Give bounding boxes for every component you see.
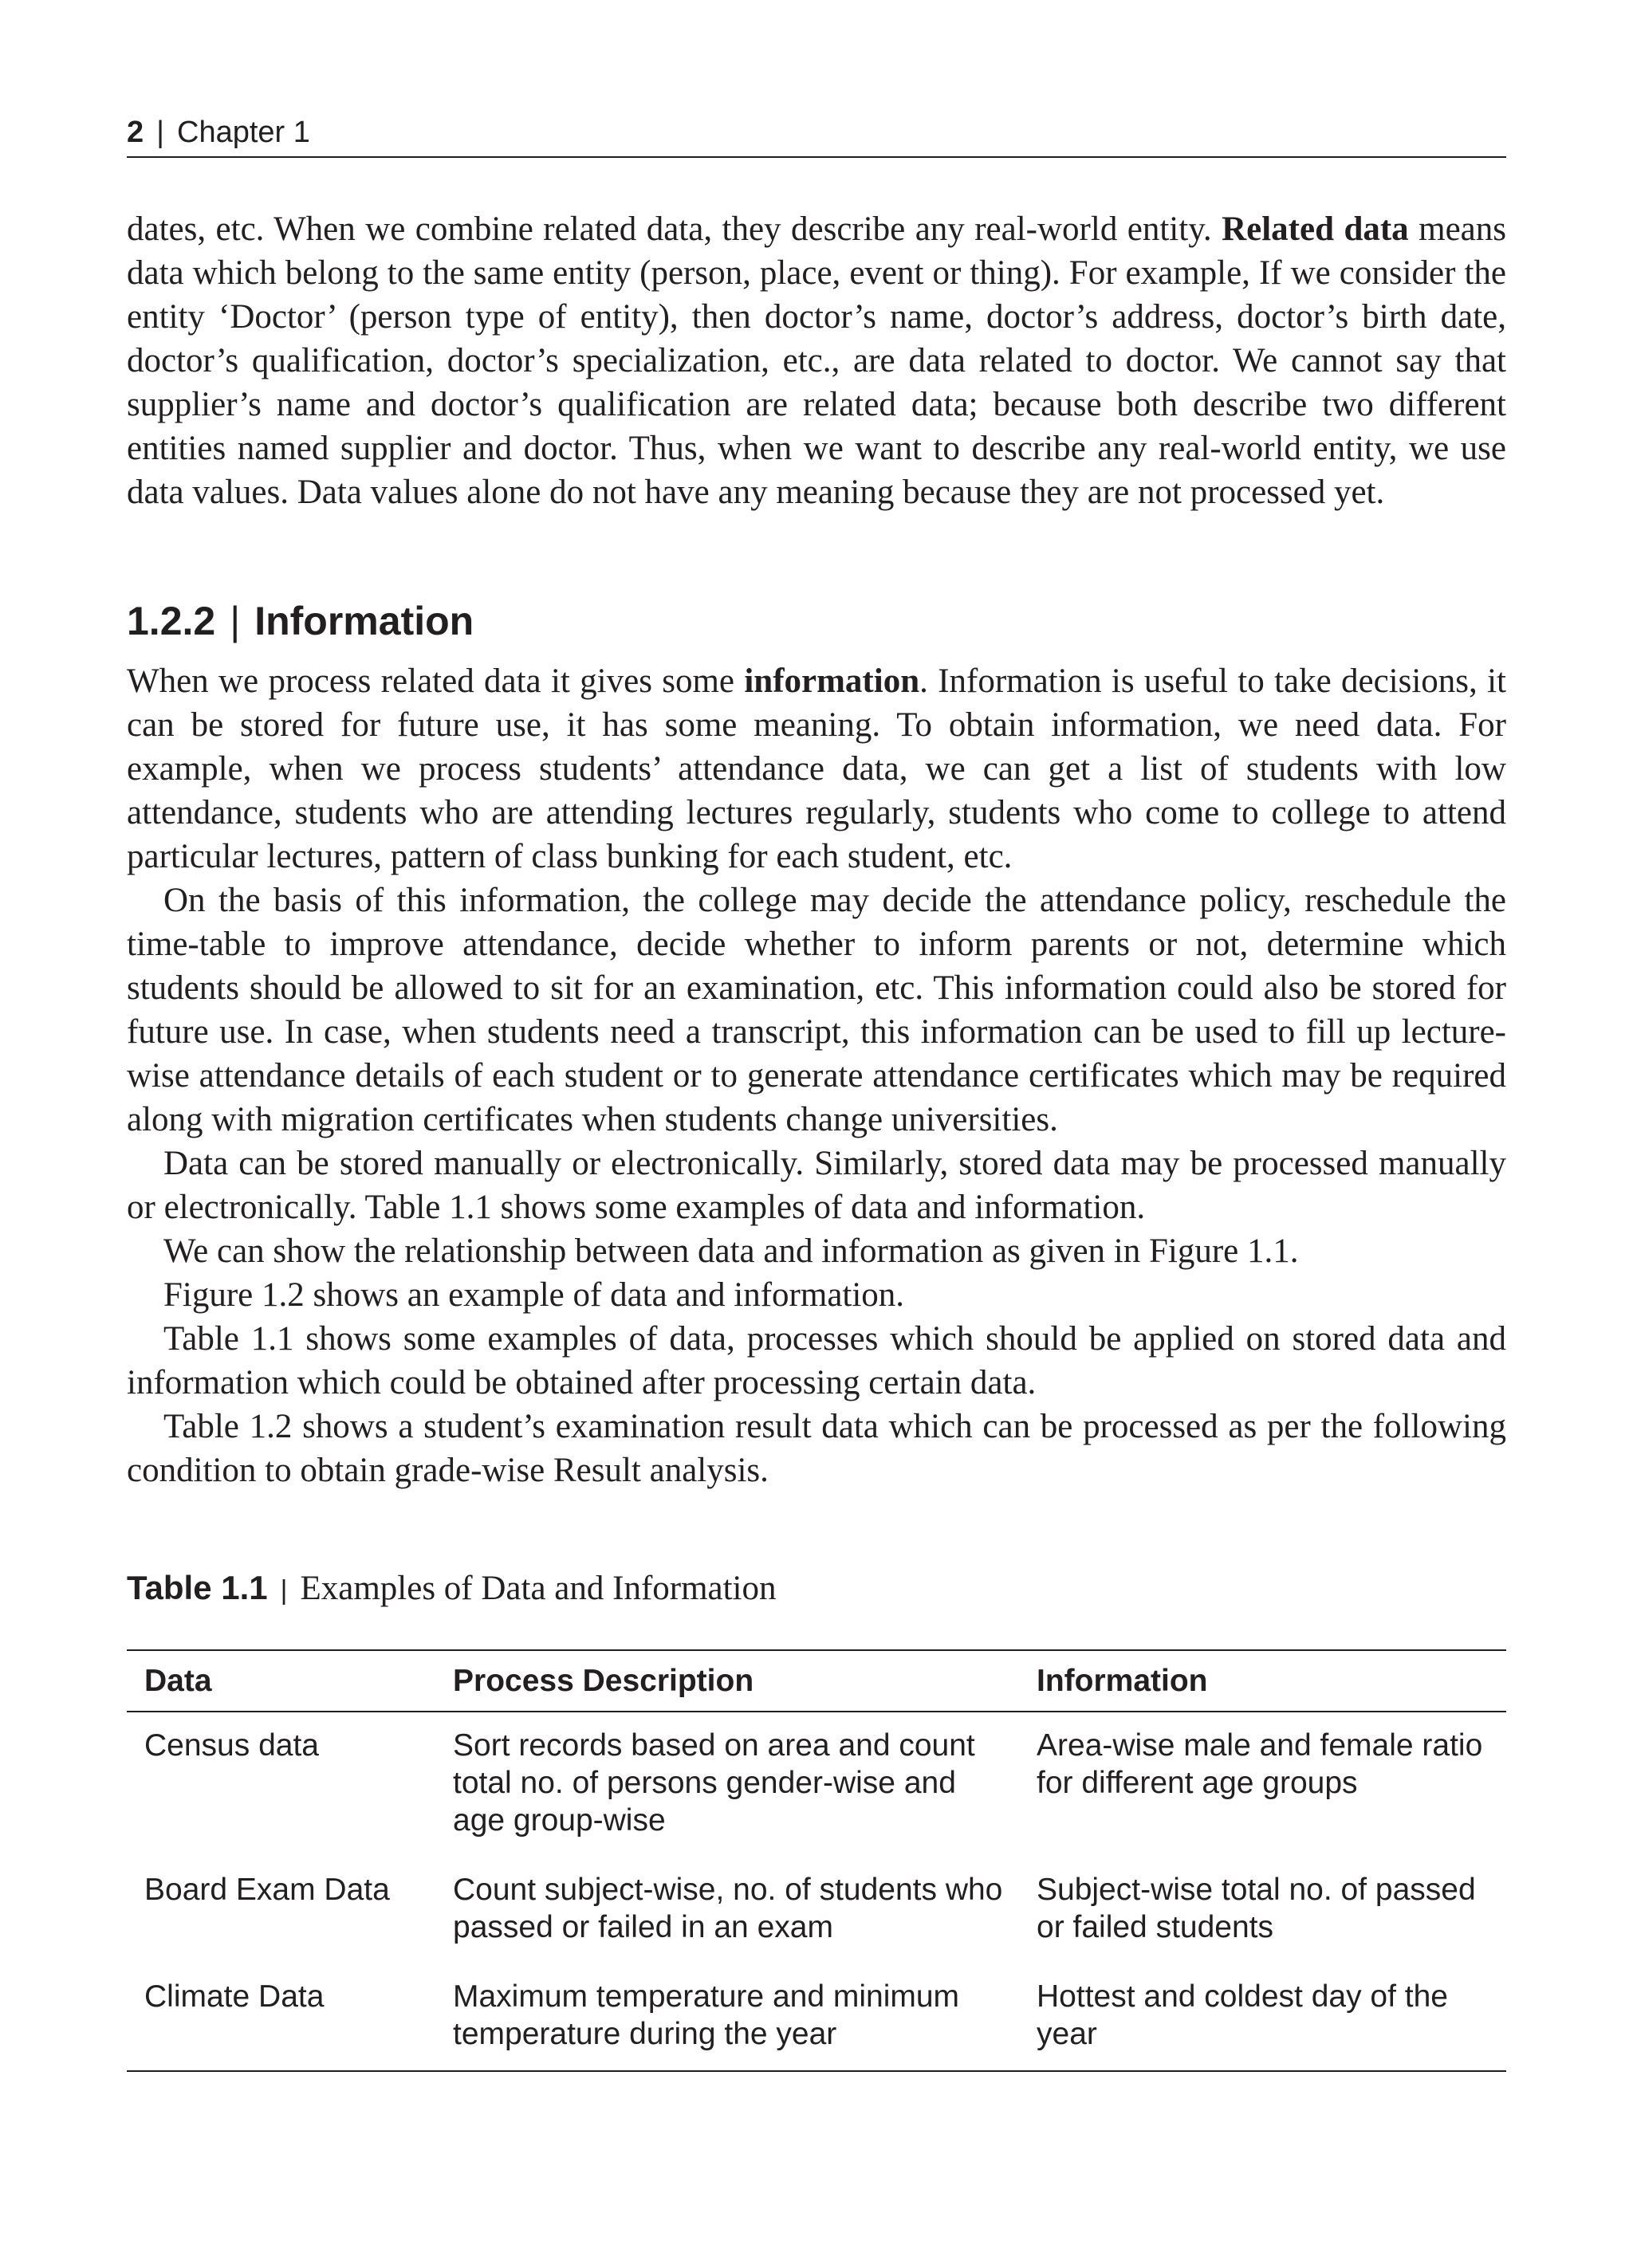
paragraph-7: Table 1.2 shows a student’s examination result data which can be processed as per the following condition to obtain grade-wise Result analysis. [127,1408,1506,1489]
paragraph-1-text-1: When we process related data it gives some [127,662,745,700]
section-separator: | [230,599,241,643]
page-number: 2 [127,116,144,149]
paragraph-6: Table 1.1 shows some examples of data, processes which should be applied on stored data and information which could be obtained after processing certain data. [127,1320,1506,1401]
intro-text-2: means data which belong to the same entity (person, place, event or thing). For example, If we consider the entity ‘Doctor’ (person type of entity), then doctor’s name, doctor’s address, doctor’s birth date, doctor’s qualification, doctor’s specialization, etc., are data related to doctor. We cannot say that supplier’s name and doctor’s qualification are related data; because both describe two different entities named supplier and doctor. Thus, when we want to describe any real-world entity, we use data values. Data values alone do not have any meaning because they are not processed yet. [127,210,1506,511]
cell-information: Area-wise male and female ratio for different age groups [1037,1728,1483,1800]
section-heading [127,597,1506,645]
paragraph-5: Figure 1.2 shows an example of data and information. [163,1276,905,1314]
cell-information: Subject-wise total no. of passed or failed students [1037,1873,1476,1944]
intro-bold-term: Related data [1222,210,1409,248]
table-caption [127,1564,1506,1614]
header-data: Data [127,1650,435,1712]
header-process-description: Process Description [435,1650,1019,1712]
cell-data: Board Exam Data [144,1873,390,1907]
paragraph-2: On the basis of this information, the college may decide the attendance policy, reschedule the time-table to improve attendance, decide whether to inform parents or not, determine which students should be allowed to sit for an examination, etc. This information could also be stored for future use. In case, when students need a transcript, this information can be used to fill up lecture-wise attendance details of each student or to generate attendance certificates which may be required along with migration certificates when students change universities. [127,882,1506,1138]
table-header-row [127,1650,1506,1712]
body-text [127,207,1506,1492]
cell-data: Census data [144,1728,319,1763]
paragraph-1-bold-term: information [744,662,920,700]
paragraph-1 [127,659,1506,879]
table-row [127,1712,1506,1857]
running-head [127,112,1506,158]
table-row [127,1857,1506,1963]
cell-data: Climate Data [127,1963,435,2071]
cell-process: Sort records based on area and count total no. of persons gender-wise and age group-wise [453,1728,975,1838]
cell-process: Maximum temperature and minimum temperature during the year [435,1963,1019,2071]
cell-process: Count subject-wise, no. of students who passed or failed in an exam [453,1873,1003,1944]
cell-information: Hottest and coldest day of the year [1019,1963,1506,2071]
table-row [127,1963,1506,2071]
paragraph-4: We can show the relationship between data and information as given in Figure 1.1. [163,1232,1299,1270]
intro-text-1: dates, etc. When we combine related data, they describe any real-world entity. [127,210,1222,248]
table-caption-title: Examples of Data and Information [300,1570,777,1607]
intro-paragraph [127,207,1506,514]
book-page [127,112,1506,2072]
chapter-label: Chapter 1 [177,116,310,149]
header-information: Information [1019,1650,1506,1712]
paragraph-1-text-2: . Information is useful to take decisions, it can be stored for future use, it has some meaning. To obtain information, we need data. For example, when we process students’ attendance data, we can get a list of students with low attendance, students who are attending lectures regularly, students who come to college to attend particular lectures, pattern of class bunking for each student, etc. [127,662,1507,875]
paragraph-3: Data can be stored manually or electronically. Similarly, stored data may be processed manually or electronically. Table 1.1 shows some examples of data and information. [127,1145,1506,1226]
running-head-separator: | [156,116,165,149]
table-caption-separator: | [280,1575,288,1606]
table-caption-label: Table 1.1 [127,1569,268,1606]
data-information-table [127,1649,1506,2072]
section-number: 1.2.2 [127,599,216,643]
section-title: Information [254,599,474,643]
